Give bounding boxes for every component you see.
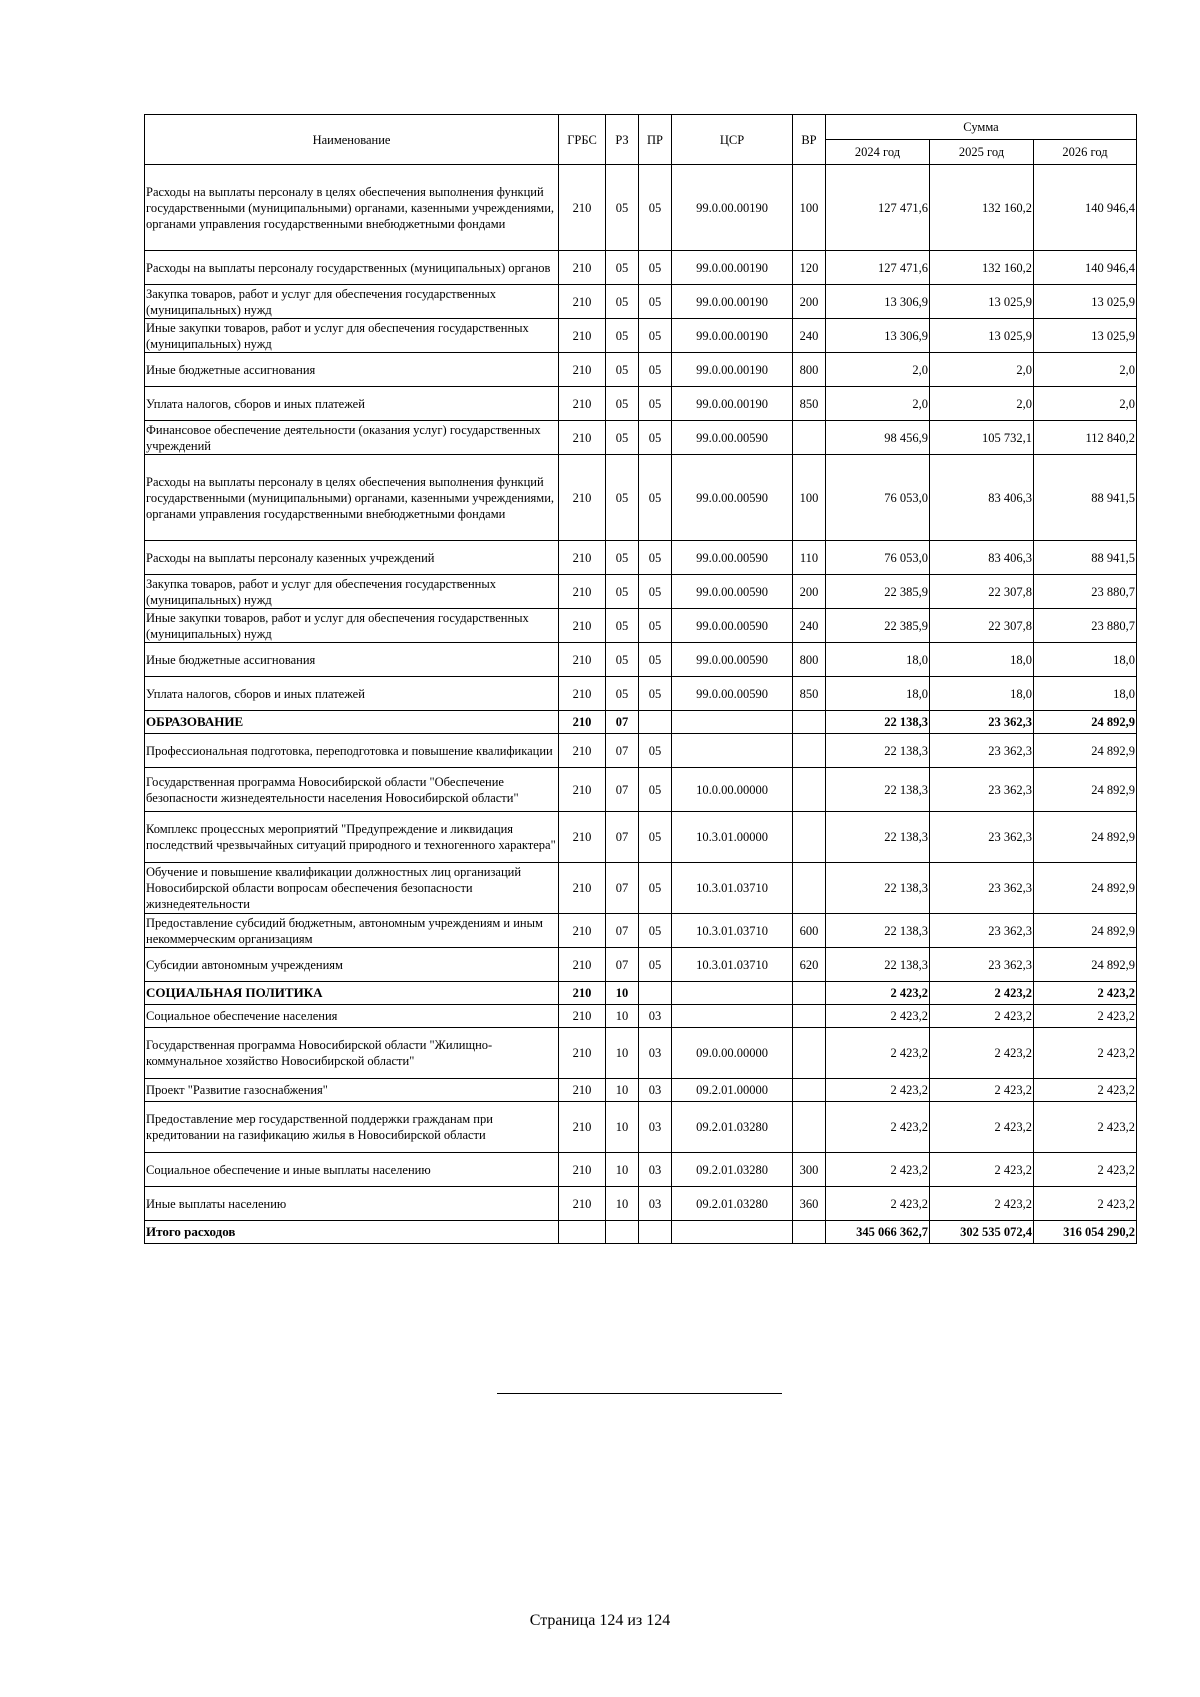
cell-vr [793,1028,826,1079]
cell-rz: 10 [606,1028,639,1079]
cell-y2026: 24 892,9 [1034,863,1137,914]
cell-y2025: 2 423,2 [930,982,1034,1005]
cell-y2025: 2,0 [930,387,1034,421]
cell-rz: 05 [606,609,639,643]
table-row [145,1221,1137,1244]
cell-name: Расходы на выплаты персоналу в целях обеспечения выполнения функций государственными (муниципальными) органами, казенными учреждениями, органами управления государственными внебюджетными фондами [145,165,559,251]
col-header-year-2025: 2025 год [930,140,1034,165]
cell-name: Социальное обеспечение населения [145,1005,559,1028]
cell-y2024: 76 053,0 [826,541,930,575]
cell-y2025: 13 025,9 [930,285,1034,319]
cell-csr: 99.0.00.00590 [672,643,793,677]
cell-rz: 05 [606,575,639,609]
col-header-year-2026: 2026 год [1034,140,1137,165]
cell-grbs: 210 [559,1028,606,1079]
table-row [145,863,1137,914]
cell-name: Социальное обеспечение и иные выплаты населению [145,1153,559,1187]
cell-pr [639,1221,672,1244]
cell-y2025: 2 423,2 [930,1153,1034,1187]
col-header-rz: РЗ [606,115,639,165]
cell-csr: 99.0.00.00190 [672,285,793,319]
cell-vr: 200 [793,285,826,319]
cell-name: Предоставление мер государственной поддержки гражданам при кредитовании на газификацию жилья в Новосибирской области [145,1102,559,1153]
cell-rz: 05 [606,455,639,541]
cell-grbs: 210 [559,541,606,575]
cell-pr: 03 [639,1005,672,1028]
cell-y2025: 18,0 [930,677,1034,711]
cell-y2024: 2,0 [826,387,930,421]
cell-y2024: 22 138,3 [826,734,930,768]
cell-csr: 99.0.00.00190 [672,251,793,285]
cell-vr [793,1221,826,1244]
cell-csr [672,1221,793,1244]
cell-y2026: 24 892,9 [1034,734,1137,768]
budget-table [144,114,1137,1244]
cell-csr: 09.2.01.03280 [672,1187,793,1221]
cell-y2026: 13 025,9 [1034,285,1137,319]
cell-rz: 05 [606,387,639,421]
table-row [145,1187,1137,1221]
cell-csr: 99.0.00.00590 [672,455,793,541]
table-row [145,1005,1137,1028]
cell-y2024: 98 456,9 [826,421,930,455]
cell-y2024: 18,0 [826,643,930,677]
cell-grbs: 210 [559,609,606,643]
cell-rz: 10 [606,1005,639,1028]
table-row [145,768,1137,812]
cell-pr: 05 [639,541,672,575]
cell-y2024: 76 053,0 [826,455,930,541]
cell-pr: 05 [639,863,672,914]
cell-csr: 99.0.00.00590 [672,575,793,609]
cell-grbs: 210 [559,982,606,1005]
cell-name: Проект "Развитие газоснабжения" [145,1079,559,1102]
cell-y2025: 2 423,2 [930,1187,1034,1221]
table-row [145,948,1137,982]
cell-name: Государственная программа Новосибирской области "Жилищно-коммунальное хозяйство Новосибирской области" [145,1028,559,1079]
cell-vr [793,812,826,863]
cell-pr: 05 [639,387,672,421]
col-header-pr: ПР [639,115,672,165]
cell-vr: 620 [793,948,826,982]
cell-y2025: 13 025,9 [930,319,1034,353]
cell-y2025: 105 732,1 [930,421,1034,455]
cell-csr: 99.0.00.00190 [672,353,793,387]
cell-name: Обучение и повышение квалификации должностных лиц организаций Новосибирской области вопросам обеспечения безопасности жизнедеятельности [145,863,559,914]
cell-pr [639,982,672,1005]
col-header-name: Наименование [145,115,559,165]
cell-csr [672,711,793,734]
cell-y2026: 140 946,4 [1034,165,1137,251]
cell-y2025: 23 362,3 [930,734,1034,768]
cell-grbs: 210 [559,948,606,982]
cell-y2025: 132 160,2 [930,251,1034,285]
cell-csr: 99.0.00.00590 [672,677,793,711]
cell-y2025: 302 535 072,4 [930,1221,1034,1244]
cell-name: Закупка товаров, работ и услуг для обеспечения государственных (муниципальных) нужд [145,575,559,609]
cell-pr: 03 [639,1187,672,1221]
header-row-1 [145,115,1137,140]
cell-name: Уплата налогов, сборов и иных платежей [145,387,559,421]
cell-vr: 110 [793,541,826,575]
cell-csr: 10.3.01.03710 [672,863,793,914]
cell-y2024: 2 423,2 [826,1028,930,1079]
cell-y2025: 2,0 [930,353,1034,387]
cell-name: Уплата налогов, сборов и иных платежей [145,677,559,711]
cell-vr: 800 [793,353,826,387]
cell-rz: 05 [606,165,639,251]
cell-csr: 09.0.00.00000 [672,1028,793,1079]
cell-y2026: 2 423,2 [1034,982,1137,1005]
cell-y2026: 88 941,5 [1034,541,1137,575]
cell-grbs: 210 [559,914,606,948]
cell-y2026: 316 054 290,2 [1034,1221,1137,1244]
cell-pr: 05 [639,609,672,643]
cell-vr: 240 [793,609,826,643]
cell-y2026: 24 892,9 [1034,948,1137,982]
table-row [145,353,1137,387]
cell-pr: 05 [639,643,672,677]
cell-y2025: 23 362,3 [930,863,1034,914]
cell-pr [639,711,672,734]
cell-pr: 05 [639,768,672,812]
table-row [145,711,1137,734]
cell-y2025: 23 362,3 [930,812,1034,863]
table-body [145,165,1137,1244]
cell-rz [606,1221,639,1244]
cell-csr: 99.0.00.00590 [672,541,793,575]
cell-grbs: 210 [559,455,606,541]
cell-y2025: 23 362,3 [930,711,1034,734]
col-header-vr: ВР [793,115,826,165]
cell-name: Субсидии автономным учреждениям [145,948,559,982]
cell-csr [672,982,793,1005]
cell-grbs: 210 [559,285,606,319]
cell-y2025: 23 362,3 [930,948,1034,982]
cell-vr [793,1102,826,1153]
table-row [145,734,1137,768]
cell-y2025: 23 362,3 [930,768,1034,812]
cell-rz: 07 [606,734,639,768]
cell-grbs: 210 [559,421,606,455]
cell-y2026: 88 941,5 [1034,455,1137,541]
cell-y2026: 18,0 [1034,643,1137,677]
col-header-year-2024: 2024 год [826,140,930,165]
cell-csr: 99.0.00.00190 [672,319,793,353]
cell-grbs: 210 [559,251,606,285]
cell-y2024: 22 138,3 [826,812,930,863]
table-row [145,575,1137,609]
cell-pr: 05 [639,812,672,863]
cell-csr: 09.2.01.03280 [672,1153,793,1187]
cell-y2026: 2,0 [1034,387,1137,421]
cell-y2024: 127 471,6 [826,165,930,251]
cell-pr: 05 [639,421,672,455]
cell-y2026: 140 946,4 [1034,251,1137,285]
cell-grbs: 210 [559,319,606,353]
cell-y2025: 2 423,2 [930,1079,1034,1102]
cell-grbs: 210 [559,643,606,677]
cell-pr: 05 [639,914,672,948]
table-row [145,1153,1137,1187]
cell-vr [793,711,826,734]
table-header [145,115,1137,165]
cell-pr: 05 [639,319,672,353]
cell-rz: 07 [606,812,639,863]
cell-rz: 05 [606,285,639,319]
cell-rz: 05 [606,643,639,677]
table-row [145,1028,1137,1079]
cell-y2024: 13 306,9 [826,285,930,319]
cell-y2024: 2,0 [826,353,930,387]
cell-vr: 100 [793,455,826,541]
cell-csr [672,734,793,768]
cell-vr [793,768,826,812]
cell-name: Финансовое обеспечение деятельности (оказания услуг) государственных учреждений [145,421,559,455]
cell-y2024: 2 423,2 [826,1079,930,1102]
cell-rz: 10 [606,1102,639,1153]
cell-vr [793,863,826,914]
cell-pr: 05 [639,285,672,319]
cell-grbs: 210 [559,353,606,387]
cell-csr [672,1005,793,1028]
cell-rz: 05 [606,541,639,575]
col-header-sum: Сумма [826,115,1137,140]
cell-name: Расходы на выплаты персоналу в целях обеспечения выполнения функций государственными (муниципальными) органами, казенными учреждениями, органами управления государственными внебюджетными фондами [145,455,559,541]
cell-pr: 03 [639,1079,672,1102]
table-row [145,609,1137,643]
cell-y2024: 13 306,9 [826,319,930,353]
cell-csr: 10.3.01.03710 [672,914,793,948]
cell-y2026: 24 892,9 [1034,768,1137,812]
cell-y2026: 2 423,2 [1034,1187,1137,1221]
table-row [145,914,1137,948]
cell-y2026: 24 892,9 [1034,812,1137,863]
cell-y2024: 127 471,6 [826,251,930,285]
cell-y2025: 22 307,8 [930,609,1034,643]
cell-y2024: 22 138,3 [826,914,930,948]
cell-vr [793,1079,826,1102]
cell-grbs: 210 [559,1153,606,1187]
cell-y2026: 2 423,2 [1034,1005,1137,1028]
cell-y2024: 2 423,2 [826,1187,930,1221]
cell-name: Закупка товаров, работ и услуг для обеспечения государственных (муниципальных) нужд [145,285,559,319]
cell-pr: 05 [639,948,672,982]
cell-y2024: 22 138,3 [826,711,930,734]
cell-y2026: 2 423,2 [1034,1102,1137,1153]
cell-pr: 05 [639,353,672,387]
cell-y2024: 2 423,2 [826,982,930,1005]
cell-vr [793,421,826,455]
cell-y2025: 83 406,3 [930,541,1034,575]
cell-grbs [559,1221,606,1244]
cell-grbs: 210 [559,863,606,914]
cell-rz: 07 [606,914,639,948]
table-row [145,387,1137,421]
cell-y2025: 18,0 [930,643,1034,677]
cell-pr: 05 [639,734,672,768]
cell-vr: 300 [793,1153,826,1187]
cell-csr: 10.3.01.00000 [672,812,793,863]
cell-y2026: 24 892,9 [1034,914,1137,948]
cell-csr: 09.2.01.03280 [672,1102,793,1153]
end-of-table-rule [497,1393,782,1394]
cell-csr: 10.0.00.00000 [672,768,793,812]
cell-pr: 05 [639,575,672,609]
cell-y2024: 22 385,9 [826,575,930,609]
cell-rz: 05 [606,353,639,387]
cell-pr: 03 [639,1102,672,1153]
cell-y2025: 2 423,2 [930,1102,1034,1153]
cell-pr: 03 [639,1153,672,1187]
cell-y2024: 22 385,9 [826,609,930,643]
cell-rz: 07 [606,711,639,734]
cell-y2025: 22 307,8 [930,575,1034,609]
cell-y2024: 345 066 362,7 [826,1221,930,1244]
cell-y2024: 2 423,2 [826,1153,930,1187]
cell-rz: 10 [606,982,639,1005]
table-row [145,285,1137,319]
table-row [145,541,1137,575]
cell-vr [793,1005,826,1028]
cell-y2025: 83 406,3 [930,455,1034,541]
cell-name: Иные бюджетные ассигнования [145,353,559,387]
cell-name: Расходы на выплаты персоналу государственных (муниципальных) органов [145,251,559,285]
cell-name: Комплекс процессных мероприятий "Предупреждение и ликвидация последствий чрезвычайных ситуаций природного и техногенного характера" [145,812,559,863]
cell-grbs: 210 [559,1079,606,1102]
cell-name: Итого расходов [145,1221,559,1244]
table-row [145,812,1137,863]
cell-y2026: 2 423,2 [1034,1028,1137,1079]
cell-rz: 05 [606,421,639,455]
cell-rz: 10 [606,1153,639,1187]
cell-grbs: 210 [559,1187,606,1221]
table-row [145,421,1137,455]
cell-vr: 360 [793,1187,826,1221]
cell-grbs: 210 [559,768,606,812]
cell-y2026: 2 423,2 [1034,1153,1137,1187]
cell-name: ОБРАЗОВАНИЕ [145,711,559,734]
cell-y2025: 23 362,3 [930,914,1034,948]
cell-name: Иные бюджетные ассигнования [145,643,559,677]
cell-grbs: 210 [559,1005,606,1028]
cell-y2026: 18,0 [1034,677,1137,711]
cell-y2026: 24 892,9 [1034,711,1137,734]
table-row [145,455,1137,541]
cell-y2024: 18,0 [826,677,930,711]
cell-vr [793,982,826,1005]
table-row [145,319,1137,353]
cell-csr: 99.0.00.00590 [672,421,793,455]
cell-grbs: 210 [559,812,606,863]
cell-csr: 09.2.01.00000 [672,1079,793,1102]
cell-grbs: 210 [559,387,606,421]
cell-y2026: 23 880,7 [1034,575,1137,609]
cell-vr: 200 [793,575,826,609]
cell-y2026: 2 423,2 [1034,1079,1137,1102]
cell-y2024: 2 423,2 [826,1102,930,1153]
cell-name: Иные выплаты населению [145,1187,559,1221]
table-row [145,1079,1137,1102]
cell-name: Иные закупки товаров, работ и услуг для обеспечения государственных (муниципальных) нужд [145,319,559,353]
page-number: Страница 124 из 124 [529,1612,671,1629]
cell-name: СОЦИАЛЬНАЯ ПОЛИТИКА [145,982,559,1005]
table-row [145,982,1137,1005]
cell-y2025: 2 423,2 [930,1028,1034,1079]
cell-vr: 120 [793,251,826,285]
cell-rz: 10 [606,1079,639,1102]
cell-y2024: 22 138,3 [826,863,930,914]
cell-vr: 240 [793,319,826,353]
table-row [145,643,1137,677]
table-row [145,165,1137,251]
table-row [145,1102,1137,1153]
cell-vr: 850 [793,677,826,711]
cell-name: Расходы на выплаты персоналу казенных учреждений [145,541,559,575]
col-header-csr: ЦСР [672,115,793,165]
cell-csr: 99.0.00.00190 [672,387,793,421]
cell-csr: 99.0.00.00590 [672,609,793,643]
cell-y2026: 2,0 [1034,353,1137,387]
cell-rz: 07 [606,863,639,914]
cell-vr: 850 [793,387,826,421]
cell-pr: 05 [639,251,672,285]
cell-vr [793,734,826,768]
cell-rz: 05 [606,251,639,285]
cell-y2024: 22 138,3 [826,768,930,812]
cell-grbs: 210 [559,165,606,251]
cell-vr: 800 [793,643,826,677]
cell-pr: 05 [639,455,672,541]
cell-grbs: 210 [559,677,606,711]
cell-y2024: 22 138,3 [826,948,930,982]
table-row [145,251,1137,285]
cell-grbs: 210 [559,575,606,609]
cell-pr: 05 [639,165,672,251]
cell-rz: 05 [606,319,639,353]
cell-grbs: 210 [559,734,606,768]
cell-rz: 07 [606,768,639,812]
cell-name: Иные закупки товаров, работ и услуг для обеспечения государственных (муниципальных) нужд [145,609,559,643]
cell-y2025: 132 160,2 [930,165,1034,251]
cell-y2026: 23 880,7 [1034,609,1137,643]
cell-y2025: 2 423,2 [930,1005,1034,1028]
cell-rz: 07 [606,948,639,982]
cell-csr: 99.0.00.00190 [672,165,793,251]
cell-rz: 10 [606,1187,639,1221]
cell-y2026: 112 840,2 [1034,421,1137,455]
cell-grbs: 210 [559,1102,606,1153]
cell-pr: 03 [639,1028,672,1079]
col-header-grbs: ГРБС [559,115,606,165]
cell-name: Предоставление субсидий бюджетным, автономным учреждениям и иным некоммерческим организациям [145,914,559,948]
cell-grbs: 210 [559,711,606,734]
cell-name: Профессиональная подготовка, переподготовка и повышение квалификации [145,734,559,768]
cell-csr: 10.3.01.03710 [672,948,793,982]
cell-name: Государственная программа Новосибирской области "Обеспечение безопасности жизнедеятельности населения Новосибирской области" [145,768,559,812]
cell-vr: 600 [793,914,826,948]
cell-y2024: 2 423,2 [826,1005,930,1028]
cell-pr: 05 [639,677,672,711]
cell-y2026: 13 025,9 [1034,319,1137,353]
table-row [145,677,1137,711]
cell-vr: 100 [793,165,826,251]
cell-rz: 05 [606,677,639,711]
